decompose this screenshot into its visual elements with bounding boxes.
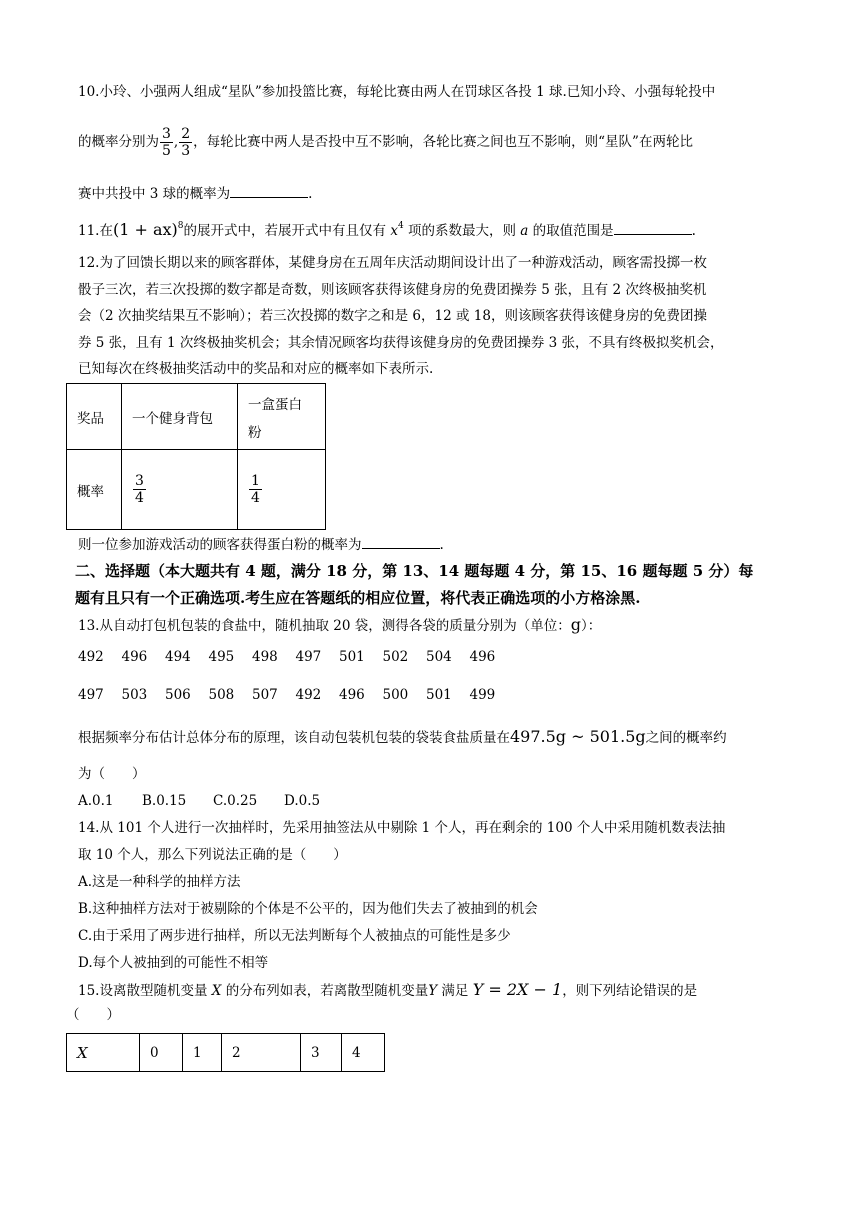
table-header-protein: 一盒蛋白 粉	[238, 384, 326, 450]
q14-option-a[interactable]: A.这是一种科学的抽样方法	[78, 874, 241, 890]
q10-line2: 的概率分别为 $\frac{3}{5}$ , $\frac{2}{3}$ ，每轮比赛中两人是否投中互不影响，各轮比赛之间也互不影响，则“星队”在两轮比	[78, 126, 693, 159]
prize-probability-table	[66, 383, 326, 530]
q13-line3: 为（ ）	[78, 766, 146, 782]
table-cell-x1: 1	[183, 1034, 222, 1072]
option-d[interactable]: D.0.5	[284, 793, 321, 809]
answer-blank[interactable]	[614, 220, 692, 235]
q10-line1: 10.小玲、小强两人组成“星队”参加投篮比赛，每轮比赛由两人在罚球区各投 1 球.已知小玲、小强每轮投中	[78, 84, 716, 100]
q13-line1: 13.从自动打包机包装的食盐中，随机抽取 20 袋，测得各袋的质量分别为（单位：g）：	[78, 615, 602, 634]
table-cell-prob-backpack: $\frac{3}{4}$	[122, 450, 238, 530]
fraction-3-5: $\frac{3}{5}$	[162, 126, 171, 159]
option-b[interactable]: B.0.15	[142, 793, 187, 809]
q14-option-d[interactable]: D.每个人被抽到的可能性不相等	[78, 955, 269, 971]
q10-line3: 赛中共投中 3 球的概率为 .	[78, 183, 800, 204]
table-header-x: X	[67, 1034, 140, 1072]
answer-blank[interactable]	[230, 183, 308, 198]
section2-heading-line2: 题有且只有一个正确选项.考生应在答题纸的相应位置，将代表正确选项的小方格涂黑.	[75, 589, 641, 607]
table-row-probability: 概率	[67, 450, 122, 530]
q12-line5: 已知每次在终极抽奖活动中的奖品和对应的概率如下表所示.	[78, 361, 434, 377]
q13-options	[78, 791, 800, 811]
q13-data-row1: 492 496 494 495 498 497 501 502 504 496	[78, 649, 496, 665]
q12-line1: 12.为了回馈长期以来的顾客群体，某健身房在五周年庆活动期间设计出了一种游戏活动，顾客需投掷一枚	[78, 255, 707, 271]
q12-line2: 骰子三次，若三次投掷的数字都是奇数，则该顾客获得该健身房的免费团操券 5 张，且有 2 次终极抽奖机	[78, 282, 707, 298]
q15-answer-paren: （ ）	[66, 1007, 120, 1023]
table-cell-x2: 2	[222, 1034, 301, 1072]
q12-final: 则一位参加游戏活动的顾客获得蛋白粉的概率为 .	[78, 534, 800, 555]
table-header-prize: 奖品	[67, 384, 122, 450]
table-cell-prob-protein: $\frac{1}{4}$	[238, 450, 326, 530]
q13-line2: 根据频率分布估计总体分布的原理，该自动包装机包装的袋装食盐质量在497.5g ~ 501.5g之间的概率约	[78, 727, 727, 746]
fraction-2-3: $\frac{2}{3}$	[181, 126, 191, 159]
q14-option-c[interactable]: C.由于采用了两步进行抽样，所以无法判断每个人被抽点的可能性是多少	[78, 928, 511, 944]
answer-blank[interactable]	[362, 534, 440, 549]
table-cell-x3: 3	[301, 1034, 342, 1072]
q14-option-b[interactable]: B.这种抽样方法对于被剔除的个体是不公平的，因为他们失去了被抽到的机会	[78, 901, 538, 917]
q13-data-row2: 497 503 506 508 507 492 496 500 501 499	[78, 687, 496, 703]
option-a[interactable]: A.0.1	[78, 793, 114, 809]
section2-heading-line1: 二、选择题（本大题共有 4 题，满分 18 分，第 13、14 题每题 4 分，第 15、16 题每题 5 分）每	[75, 562, 754, 580]
q12-line4: 券 5 张，且有 1 次终极抽奖机会；其余情况顾客均获得该健身房的免费团操券 3 张，不具有终极拟奖机会，	[78, 335, 724, 351]
q15-line1: 15.设离散型随机变量 X 的分布列如表，若离散型随机变量Y 满足 Y = 2X − 1，则下列结论错误的是	[78, 980, 698, 999]
table-cell-x0: 0	[140, 1034, 183, 1072]
table-header-backpack: 一个健身背包	[122, 384, 238, 450]
option-c[interactable]: C.0.25	[213, 793, 258, 809]
q12-line3: 会（2 次抽奖结果互不影响）；若三次投掷的数字之和是 6，12 或 18，则该顾客获得该健身房的免费团操	[78, 308, 707, 324]
q11-line: 11.在(1 + ax)$^8$的展开式中，若展开式中有且仅有 $x^4$ 项的系数最大，则 a 的取值范围是 .	[78, 220, 696, 239]
table-cell-x4: 4	[342, 1034, 385, 1072]
q14-line2: 取 10 个人，那么下列说法正确的是（ ）	[78, 847, 347, 863]
distribution-table	[66, 1033, 385, 1072]
q14-line1: 14.从 101 个人进行一次抽样时，先采用抽签法从中剔除 1 个人，再在剩余的 100 个人中采用随机数表法抽	[78, 820, 726, 836]
